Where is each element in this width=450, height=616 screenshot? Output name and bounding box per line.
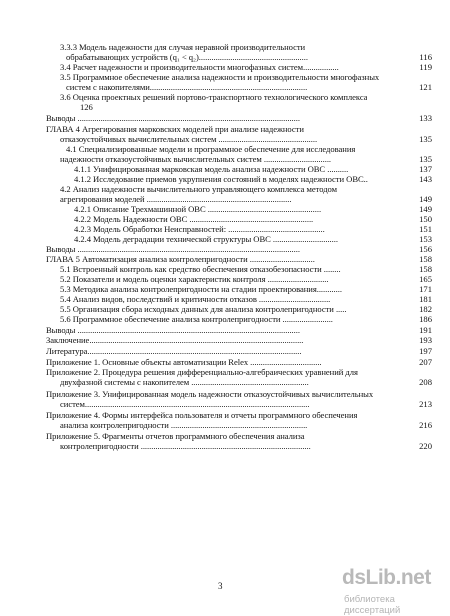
toc-entry: 5.2 Показатели и модель оценки характеристик контроля ............................. — [60, 274, 329, 284]
toc-entry: анализа контролепригодности ................................................................. — [60, 420, 308, 430]
toc-page-number: 149 — [419, 204, 432, 214]
toc-page-number: 181 — [419, 294, 432, 304]
toc-page-number: 197 — [419, 346, 432, 356]
toc-entry: Заключение...................................................................................................... — [46, 335, 304, 345]
toc-page-number: 156 — [419, 244, 432, 254]
toc-page-number: 182 — [419, 304, 432, 314]
toc-page-number: 213 — [419, 399, 432, 409]
toc-page-number: 158 — [419, 264, 432, 274]
toc-entry: 5.1 Встроенный контроль как средство обеспечения отказобезопасности ........ — [60, 264, 341, 274]
toc-entry: отказоустойчивых вычислительных систем ............................................... — [60, 134, 318, 144]
toc-entry: 5.3 Методика анализа контролепригодности на стадии проектирования............ — [60, 284, 342, 294]
toc-page-number: 171 — [419, 284, 432, 294]
page-number: 3 — [218, 581, 223, 591]
toc-entry: 4.2.4 Модель деградации технической структуры ОВС ............................... — [74, 234, 338, 244]
toc-page-number: 121 — [419, 82, 432, 92]
toc-page-number: 193 — [419, 335, 432, 345]
toc-entry: 3.3.3 Модель надежности для случая неравной производительности — [60, 42, 306, 52]
toc-entry: 3.5 Программное обеспечение анализа надежности и производительности многофазных — [60, 72, 380, 82]
toc-entry: 5.4 Анализ видов, последствий и критичности отказов .................................. — [60, 294, 331, 304]
toc-entry: Приложение 3. Унифицированная модель надежности отказоустойчивых вычислительных — [46, 389, 374, 399]
watermark — [342, 566, 446, 616]
toc-entry: Приложение 1. Основные объекты автоматизации Relex .................................. — [46, 357, 322, 367]
toc-entry: 5.6 Программное обеспечение анализа контролепригодности ........................ — [60, 314, 333, 324]
toc-page-number: 207 — [419, 357, 432, 367]
toc-page-number: 119 — [419, 62, 432, 72]
toc-entry: 4.2.1 Описание Трехмашинной ОВС ...................................................... — [74, 204, 322, 214]
toc-page-number: 153 — [419, 234, 432, 244]
toc-entry: 5.5 Организация сбора исходных данных для анализа контролепригодности ..... — [60, 304, 347, 314]
toc-entry: ГЛАВА 5 Автоматизация анализа контролепригодности ............................... — [46, 254, 315, 264]
toc-page-number: 191 — [419, 325, 432, 335]
toc-entry: 4.2 Анализ надежности вычислительного управляющего комплекса методом — [60, 184, 338, 194]
toc-page-number: 143 — [419, 174, 432, 184]
toc-entry: ГЛАВА 4 Агрегирования марковских моделей при анализе надежности — [46, 124, 304, 134]
toc-page-number: 150 — [419, 214, 432, 224]
toc-entry: 4.1.2 Исследование приемов укрупнения состояний в моделях надежности ОВС.. — [74, 174, 368, 184]
toc-entry: Выводы .......................................................................................................... — [46, 244, 300, 254]
toc-entry: 3.4 Расчет надежности и производительности многофазных систем................. — [60, 62, 339, 72]
toc-entry: систем........................................................................................................... — [60, 399, 310, 409]
toc-entry: систем с накопителями........................................................................... — [66, 82, 308, 92]
toc-entry: обрабатывающих устройств (q₁ < q₂).................................................... — [66, 52, 308, 62]
toc-page-number: 151 — [419, 224, 432, 234]
toc-page-number: 116 — [419, 52, 432, 62]
toc-entry: Литература...................................................................................................... — [46, 346, 302, 356]
toc-entry: надежности отказоустойчивых вычислительных систем ................................ — [60, 154, 332, 164]
toc-page-number: 135 — [419, 134, 432, 144]
toc-entry: двухфазной системы с накопителем ........................................................ — [60, 377, 309, 387]
toc-page-number: 137 — [419, 164, 432, 174]
toc-entry: 4.2.2 Модель Надежности ОВС ........................................................... — [74, 214, 314, 224]
toc-page-number: 133 — [419, 113, 432, 123]
toc-entry: агрегирования моделей ..................................................................... — [60, 194, 292, 204]
toc-entry: Выводы .......................................................................................................... — [46, 325, 300, 335]
toc-entry: 126 — [80, 102, 93, 112]
toc-entry: контролепригодности ................................................................................. — [60, 441, 311, 451]
toc-page-number: 149 — [419, 194, 432, 204]
toc-page-number: 165 — [419, 274, 432, 284]
toc-page-number: 158 — [419, 254, 432, 264]
toc-entry: 4.1 Специализированные модели и программное обеспечение для исследования — [66, 144, 356, 154]
watermark-logo: dsLib.net — [342, 566, 431, 589]
toc-page-number: 186 — [419, 314, 432, 324]
toc-page-number: 220 — [419, 441, 432, 451]
watermark-subtitle: библиотека диссертаций — [344, 594, 401, 616]
toc-entry: 4.2.3 Модель Обработки Неисправностей: .............................................. — [74, 224, 325, 234]
toc-entry: 4.1.1 Унифицированная марковская модель анализа надежности ОВС .......... — [74, 164, 349, 174]
toc-page-number: 216 — [419, 420, 432, 430]
toc-entry: Приложение 5. Фрагменты отчетов программного обеспечения анализа — [46, 431, 305, 441]
toc-page-number: 135 — [419, 154, 432, 164]
toc-entry: Приложение 4. Формы интерфейса пользователя и отчеты программного обеспечения — [46, 410, 358, 420]
toc-entry: 3.6 Оценка проектных решений портово-транспортного технологического комплекса — [60, 92, 368, 102]
toc-entry: Выводы .......................................................................................................... — [46, 113, 300, 123]
toc-entry: Приложение 2. Процедура решения дифференциально-алгебраических уравнений для — [46, 367, 358, 377]
toc-page-number: 208 — [419, 377, 432, 387]
